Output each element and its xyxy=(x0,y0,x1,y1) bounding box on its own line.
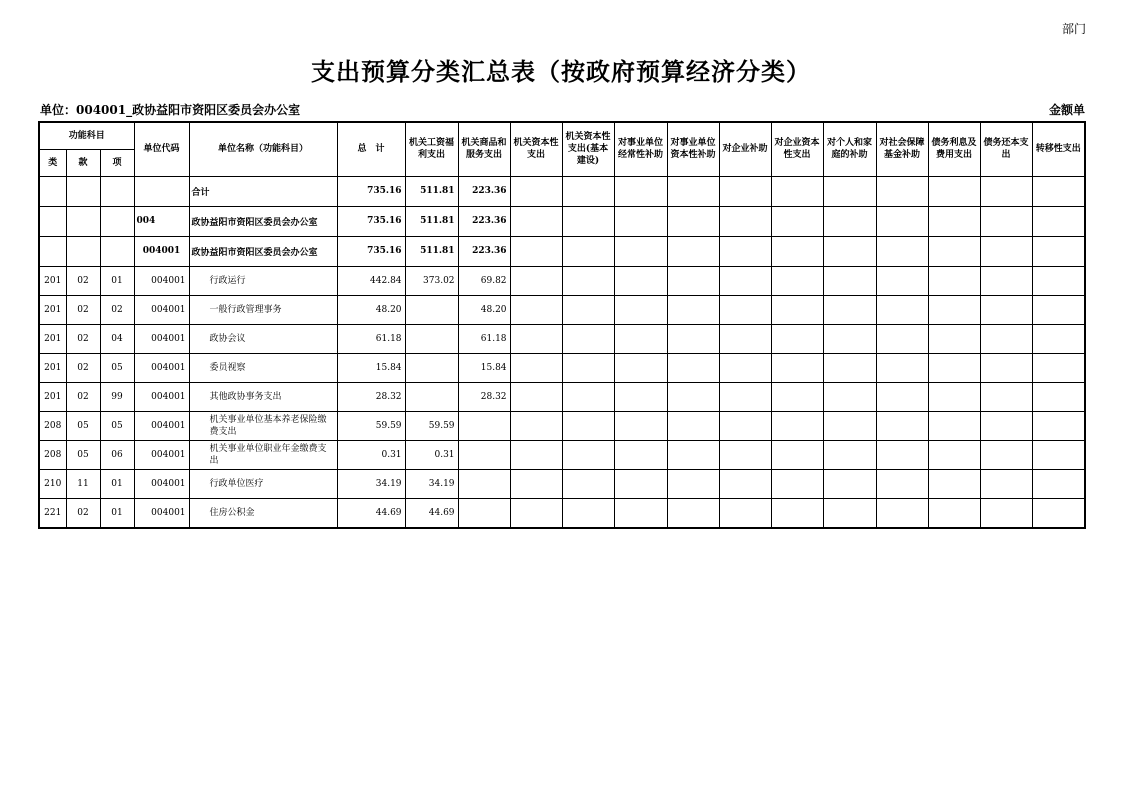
lei-cell xyxy=(39,206,66,236)
empty-cell xyxy=(667,176,719,206)
kuan-cell: 02 xyxy=(66,266,100,295)
empty-cell xyxy=(614,206,667,236)
unit-code-cell: 004001 xyxy=(134,324,189,353)
empty-cell xyxy=(876,236,928,266)
empty-cell xyxy=(1032,176,1085,206)
empty-cell xyxy=(562,382,614,411)
wage-cell: 0.31 xyxy=(405,440,458,469)
empty-cell xyxy=(510,382,562,411)
empty-cell xyxy=(771,295,823,324)
empty-cell xyxy=(771,324,823,353)
empty-cell xyxy=(771,176,823,206)
empty-cell xyxy=(823,440,876,469)
empty-cell xyxy=(771,353,823,382)
empty-cell xyxy=(667,440,719,469)
xiang-cell: 05 xyxy=(100,411,134,440)
empty-cell xyxy=(771,382,823,411)
unit-name-cell: 机关事业单位职业年金缴费支出 xyxy=(189,440,337,469)
unit-code-cell: 004001 xyxy=(134,266,189,295)
xiang-cell xyxy=(100,176,134,206)
unit-code-cell: 004001 xyxy=(134,411,189,440)
header-xiang: 项 xyxy=(100,149,134,176)
empty-cell xyxy=(667,295,719,324)
empty-cell xyxy=(823,498,876,528)
empty-cell xyxy=(667,324,719,353)
xiang-cell: 06 xyxy=(100,440,134,469)
unit-code-cell: 004001 xyxy=(134,440,189,469)
header-col: 机关资本性支出 xyxy=(510,122,562,176)
empty-cell xyxy=(510,236,562,266)
unit-name-cell: 一般行政管理事务 xyxy=(189,295,337,324)
empty-cell xyxy=(980,353,1032,382)
goods-cell: 61.18 xyxy=(458,324,510,353)
unit-code-cell: 004001 xyxy=(134,498,189,528)
empty-cell xyxy=(771,266,823,295)
goods-cell: 223.36 xyxy=(458,206,510,236)
empty-cell xyxy=(614,382,667,411)
table-row xyxy=(39,324,1085,353)
summary-row xyxy=(39,176,1085,206)
empty-cell xyxy=(719,176,771,206)
empty-cell xyxy=(562,236,614,266)
total-cell: 61.18 xyxy=(337,324,405,353)
wage-cell: 373.02 xyxy=(405,266,458,295)
wage-cell: 44.69 xyxy=(405,498,458,528)
xiang-cell xyxy=(100,206,134,236)
empty-cell xyxy=(1032,498,1085,528)
header-col: 机关工资福利支出 xyxy=(405,122,458,176)
unit-code-cell: 004001 xyxy=(134,469,189,498)
lei-cell: 221 xyxy=(39,498,66,528)
table-row xyxy=(39,266,1085,295)
empty-cell xyxy=(771,498,823,528)
empty-cell xyxy=(1032,382,1085,411)
header-col: 对个人和家庭的补助 xyxy=(823,122,876,176)
empty-cell xyxy=(771,440,823,469)
kuan-cell: 02 xyxy=(66,324,100,353)
unit-name-cell: 住房公积金 xyxy=(189,498,337,528)
goods-cell xyxy=(458,440,510,469)
empty-cell xyxy=(980,440,1032,469)
empty-cell xyxy=(1032,206,1085,236)
unit-code-cell: 004001 xyxy=(134,382,189,411)
empty-cell xyxy=(980,236,1032,266)
header-unit-name: 单位名称（功能科目） xyxy=(189,122,337,176)
empty-cell xyxy=(771,236,823,266)
header-col: 对事业单位经常性补助 xyxy=(614,122,667,176)
empty-cell xyxy=(719,324,771,353)
empty-cell xyxy=(510,411,562,440)
empty-cell xyxy=(1032,469,1085,498)
xiang-cell: 04 xyxy=(100,324,134,353)
wage-cell: 511.81 xyxy=(405,236,458,266)
table-row xyxy=(39,469,1085,498)
goods-cell xyxy=(458,498,510,528)
header-col: 对企业资本性支出 xyxy=(771,122,823,176)
empty-cell xyxy=(928,411,980,440)
lei-cell: 208 xyxy=(39,411,66,440)
empty-cell xyxy=(980,206,1032,236)
empty-cell xyxy=(614,440,667,469)
wage-cell xyxy=(405,382,458,411)
empty-cell xyxy=(928,206,980,236)
empty-cell xyxy=(510,266,562,295)
unit-name-cell: 政协益阳市资阳区委员会办公室 xyxy=(189,236,337,266)
empty-cell xyxy=(876,440,928,469)
unit-name-cell: 合计 xyxy=(189,176,337,206)
empty-cell xyxy=(980,266,1032,295)
header-row-1 xyxy=(39,122,1085,149)
header-col: 对事业单位资本性补助 xyxy=(667,122,719,176)
empty-cell xyxy=(667,469,719,498)
empty-cell xyxy=(719,411,771,440)
lei-cell: 208 xyxy=(39,440,66,469)
empty-cell xyxy=(562,295,614,324)
total-cell: 28.32 xyxy=(337,382,405,411)
kuan-cell: 02 xyxy=(66,295,100,324)
kuan-cell: 11 xyxy=(66,469,100,498)
empty-cell xyxy=(823,176,876,206)
empty-cell xyxy=(719,266,771,295)
table-row xyxy=(39,411,1085,440)
empty-cell xyxy=(614,498,667,528)
empty-cell xyxy=(719,295,771,324)
empty-cell xyxy=(667,206,719,236)
empty-cell xyxy=(667,236,719,266)
budget-table xyxy=(38,121,1086,529)
wage-cell xyxy=(405,353,458,382)
goods-cell: 223.36 xyxy=(458,236,510,266)
empty-cell xyxy=(719,498,771,528)
header-col: 机关资本性支出(基本建设) xyxy=(562,122,614,176)
empty-cell xyxy=(928,440,980,469)
empty-cell xyxy=(719,206,771,236)
goods-cell xyxy=(458,469,510,498)
wage-cell: 511.81 xyxy=(405,176,458,206)
empty-cell xyxy=(928,236,980,266)
empty-cell xyxy=(823,469,876,498)
empty-cell xyxy=(719,236,771,266)
kuan-cell xyxy=(66,206,100,236)
empty-cell xyxy=(1032,324,1085,353)
empty-cell xyxy=(719,440,771,469)
table-row xyxy=(39,498,1085,528)
empty-cell xyxy=(667,266,719,295)
empty-cell xyxy=(823,382,876,411)
unit-name-cell: 行政运行 xyxy=(189,266,337,295)
empty-cell xyxy=(614,353,667,382)
empty-cell xyxy=(562,440,614,469)
empty-cell xyxy=(876,266,928,295)
goods-cell: 15.84 xyxy=(458,353,510,382)
kuan-cell xyxy=(66,236,100,266)
total-cell: 442.84 xyxy=(337,266,405,295)
total-cell: 15.84 xyxy=(337,353,405,382)
empty-cell xyxy=(928,324,980,353)
empty-cell xyxy=(928,382,980,411)
empty-cell xyxy=(771,411,823,440)
goods-cell xyxy=(458,411,510,440)
kuan-cell: 05 xyxy=(66,440,100,469)
empty-cell xyxy=(928,176,980,206)
empty-cell xyxy=(614,295,667,324)
xiang-cell: 99 xyxy=(100,382,134,411)
empty-cell xyxy=(980,324,1032,353)
empty-cell xyxy=(667,353,719,382)
empty-cell xyxy=(876,469,928,498)
unit-name-cell: 其他政协事务支出 xyxy=(189,382,337,411)
total-cell: 44.69 xyxy=(337,498,405,528)
empty-cell xyxy=(980,469,1032,498)
empty-cell xyxy=(980,411,1032,440)
lei-cell: 201 xyxy=(39,266,66,295)
lei-cell: 210 xyxy=(39,469,66,498)
empty-cell xyxy=(562,353,614,382)
empty-cell xyxy=(719,382,771,411)
empty-cell xyxy=(823,353,876,382)
table-row xyxy=(39,382,1085,411)
empty-cell xyxy=(562,266,614,295)
empty-cell xyxy=(876,382,928,411)
kuan-cell: 02 xyxy=(66,382,100,411)
empty-cell xyxy=(667,411,719,440)
wage-cell xyxy=(405,295,458,324)
empty-cell xyxy=(1032,353,1085,382)
header-unit-code: 单位代码 xyxy=(134,122,189,176)
empty-cell xyxy=(928,266,980,295)
lei-cell xyxy=(39,176,66,206)
empty-cell xyxy=(823,324,876,353)
unit-name-cell: 政协益阳市资阳区委员会办公室 xyxy=(189,206,337,236)
empty-cell xyxy=(614,176,667,206)
empty-cell xyxy=(823,236,876,266)
total-cell: 59.59 xyxy=(337,411,405,440)
kuan-cell: 05 xyxy=(66,411,100,440)
summary-row xyxy=(39,236,1085,266)
empty-cell xyxy=(980,176,1032,206)
xiang-cell: 01 xyxy=(100,266,134,295)
unit-code-cell xyxy=(134,176,189,206)
empty-cell xyxy=(928,295,980,324)
header-col: 机关商品和服务支出 xyxy=(458,122,510,176)
unit-name-cell: 行政单位医疗 xyxy=(189,469,337,498)
empty-cell xyxy=(876,206,928,236)
wage-cell: 59.59 xyxy=(405,411,458,440)
empty-cell xyxy=(510,440,562,469)
unit-code-cell: 004001 xyxy=(134,353,189,382)
total-cell: 735.16 xyxy=(337,176,405,206)
wage-cell: 34.19 xyxy=(405,469,458,498)
goods-cell: 28.32 xyxy=(458,382,510,411)
empty-cell xyxy=(1032,266,1085,295)
empty-cell xyxy=(1032,295,1085,324)
xiang-cell: 01 xyxy=(100,469,134,498)
empty-cell xyxy=(719,353,771,382)
empty-cell xyxy=(1032,236,1085,266)
empty-cell xyxy=(562,176,614,206)
empty-cell xyxy=(510,295,562,324)
unit-name-cell: 机关事业单位基本养老保险缴费支出 xyxy=(189,411,337,440)
empty-cell xyxy=(876,411,928,440)
header-col: 对企业补助 xyxy=(719,122,771,176)
empty-cell xyxy=(876,353,928,382)
empty-cell xyxy=(823,411,876,440)
empty-cell xyxy=(562,206,614,236)
empty-cell xyxy=(562,498,614,528)
unit-code-cell: 004001 xyxy=(134,236,189,266)
lei-cell: 201 xyxy=(39,353,66,382)
goods-cell: 223.36 xyxy=(458,176,510,206)
empty-cell xyxy=(614,266,667,295)
header-func-subject: 功能科目 xyxy=(39,122,134,149)
empty-cell xyxy=(614,324,667,353)
empty-cell xyxy=(823,206,876,236)
total-cell: 48.20 xyxy=(337,295,405,324)
empty-cell xyxy=(928,498,980,528)
empty-cell xyxy=(510,324,562,353)
unit-label: 单位：004001_政协益阳市资阳区委员会办公室 xyxy=(40,103,301,117)
empty-cell xyxy=(510,469,562,498)
empty-cell xyxy=(614,411,667,440)
empty-cell xyxy=(771,206,823,236)
page-title: 支出预算分类汇总表（按政府预算经济分类） xyxy=(311,57,811,86)
table-row xyxy=(39,353,1085,382)
empty-cell xyxy=(510,498,562,528)
kuan-cell: 02 xyxy=(66,498,100,528)
empty-cell xyxy=(719,469,771,498)
wage-cell xyxy=(405,324,458,353)
lei-cell xyxy=(39,236,66,266)
currency-label: 金额单 xyxy=(1048,103,1085,117)
empty-cell xyxy=(980,382,1032,411)
header-col: 对社会保障基金补助 xyxy=(876,122,928,176)
header-col: 债务还本支出 xyxy=(980,122,1032,176)
table-body xyxy=(39,176,1085,528)
empty-cell xyxy=(510,206,562,236)
total-cell: 34.19 xyxy=(337,469,405,498)
empty-cell xyxy=(876,295,928,324)
empty-cell xyxy=(614,236,667,266)
empty-cell xyxy=(562,469,614,498)
table-row xyxy=(39,440,1085,469)
xiang-cell: 01 xyxy=(100,498,134,528)
empty-cell xyxy=(614,469,667,498)
header-col: 转移性支出 xyxy=(1032,122,1085,176)
unit-info-line xyxy=(40,101,1085,118)
header-lei: 类 xyxy=(39,149,66,176)
empty-cell xyxy=(562,324,614,353)
unit-name-cell: 政协会议 xyxy=(189,324,337,353)
empty-cell xyxy=(823,266,876,295)
corner-label: 部门 xyxy=(1061,22,1086,36)
empty-cell xyxy=(980,498,1032,528)
header-col: 债务利息及费用支出 xyxy=(928,122,980,176)
total-cell: 735.16 xyxy=(337,236,405,266)
xiang-cell xyxy=(100,236,134,266)
unit-name-cell: 委员视察 xyxy=(189,353,337,382)
empty-cell xyxy=(667,498,719,528)
empty-cell xyxy=(1032,440,1085,469)
lei-cell: 201 xyxy=(39,324,66,353)
wage-cell: 511.81 xyxy=(405,206,458,236)
goods-cell: 48.20 xyxy=(458,295,510,324)
empty-cell xyxy=(667,382,719,411)
header-kuan: 款 xyxy=(66,149,100,176)
empty-cell xyxy=(771,469,823,498)
empty-cell xyxy=(823,295,876,324)
empty-cell xyxy=(562,411,614,440)
empty-cell xyxy=(928,469,980,498)
goods-cell: 69.82 xyxy=(458,266,510,295)
empty-cell xyxy=(876,176,928,206)
unit-code-cell: 004001 xyxy=(134,295,189,324)
kuan-cell xyxy=(66,176,100,206)
xiang-cell: 05 xyxy=(100,353,134,382)
empty-cell xyxy=(510,353,562,382)
lei-cell: 201 xyxy=(39,382,66,411)
kuan-cell: 02 xyxy=(66,353,100,382)
empty-cell xyxy=(876,324,928,353)
empty-cell xyxy=(928,353,980,382)
empty-cell xyxy=(1032,411,1085,440)
summary-row xyxy=(39,206,1085,236)
xiang-cell: 02 xyxy=(100,295,134,324)
empty-cell xyxy=(980,295,1032,324)
header-total: 总 计 xyxy=(337,122,405,176)
total-cell: 0.31 xyxy=(337,440,405,469)
unit-code-cell: 004 xyxy=(134,206,189,236)
empty-cell xyxy=(510,176,562,206)
table-row xyxy=(39,295,1085,324)
lei-cell: 201 xyxy=(39,295,66,324)
empty-cell xyxy=(876,498,928,528)
total-cell: 735.16 xyxy=(337,206,405,236)
